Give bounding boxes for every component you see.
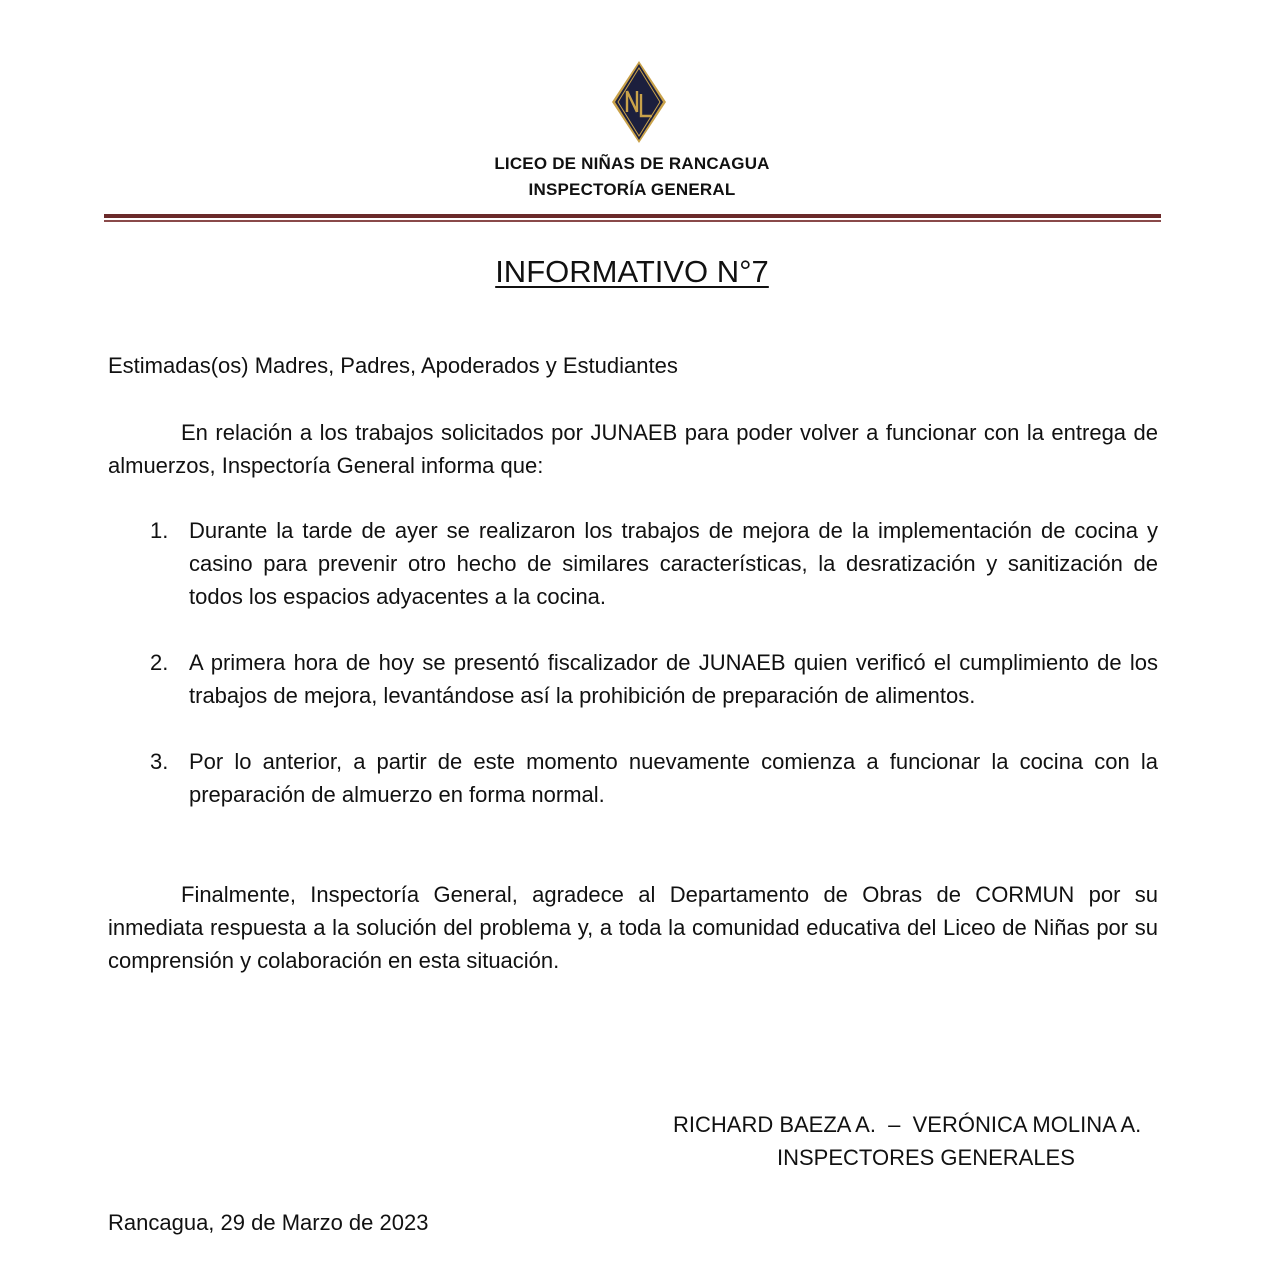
- list-item-number: 1.: [150, 518, 169, 543]
- signature-names: RICHARD BAEZA A. – VERÓNICA MOLINA A.: [673, 1112, 1142, 1137]
- list-item-text: Durante la tarde de ayer se realizaron los trabajos de mejora de la implementación de cocina y casino para prevenir otro hecho de similares características, la desratización y sanitización de todos los espacios adyacentes a la cocina.: [189, 518, 1158, 609]
- diamond-nl-crest-icon: [610, 60, 668, 144]
- document-title: INFORMATIVO N°7: [495, 254, 769, 289]
- list-item-text: A primera hora de hoy se presentó fiscalizador de JUNAEB quien verificó el cumplimiento de los trabajos de mejora, levantándose así la prohibición de preparación de alimentos.: [189, 650, 1158, 708]
- header-divider-thin: [104, 220, 1161, 222]
- document-date: Rancagua, 29 de Marzo de 2023: [108, 1210, 429, 1235]
- list-item-text: Por lo anterior, a partir de este momento nuevamente comienza a funcionar la cocina con la preparación de almuerzo en forma normal.: [189, 749, 1158, 807]
- department-name: INSPECTORÍA GENERAL: [528, 180, 736, 199]
- signature-role: INSPECTORES GENERALES: [777, 1145, 1075, 1170]
- header-divider: [104, 214, 1161, 218]
- intro-paragraph: En relación a los trabajos solicitados por JUNAEB para poder volver a funcionar con la entrega de almuerzos, Inspectoría General informa que:: [108, 420, 1158, 478]
- greeting: Estimadas(os) Madres, Padres, Apoderados y Estudiantes: [108, 353, 678, 378]
- list-item: [150, 745, 1158, 811]
- list-item-number: 3.: [150, 749, 169, 774]
- list-item: [150, 514, 1158, 613]
- list-item: [150, 646, 1158, 712]
- closing-paragraph: Finalmente, Inspectoría General, agradece al Departamento de Obras de CORMUN por su inmediata respuesta a la solución del problema y, a toda la comunidad educativa del Liceo de Niñas por su comprensión y colaboración en esta situación.: [108, 882, 1158, 973]
- institution-name: LICEO DE NIÑAS DE RANCAGUA: [494, 154, 770, 173]
- list-item-number: 2.: [150, 650, 169, 675]
